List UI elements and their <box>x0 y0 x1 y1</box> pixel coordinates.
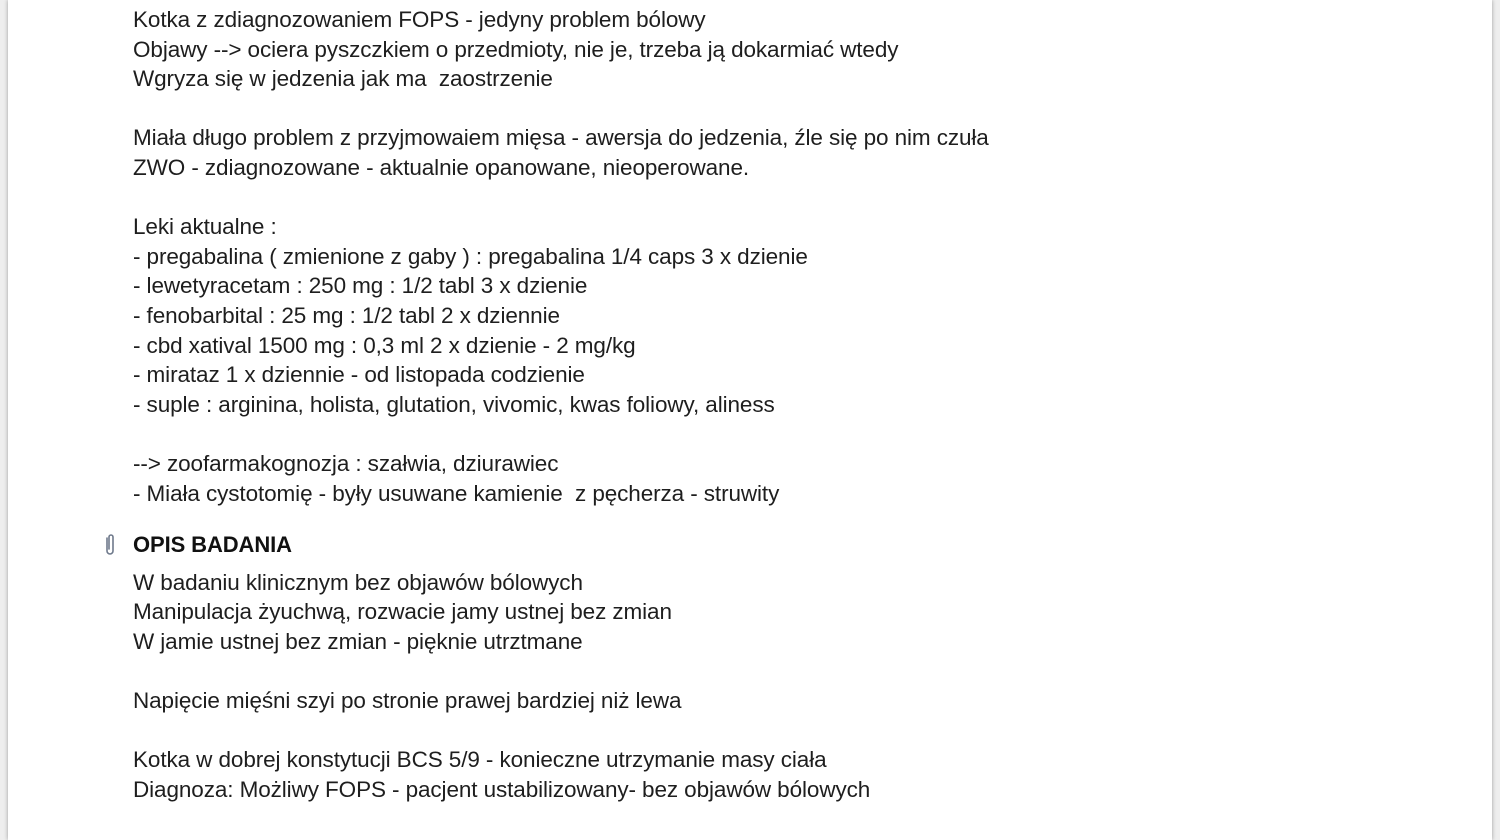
exam-section-header <box>133 530 1432 560</box>
medications-heading: Leki aktualne : <box>133 214 277 240</box>
document-page <box>8 0 1492 840</box>
text-line: - Miała cystotomię - były usuwane kamienie z pęcherza - struwity <box>133 480 780 506</box>
medication-item: - fenobarbital : 25 mg : 1/2 tabl 2 x dziennie <box>133 302 560 328</box>
exam-line: Manipulacja żyuchwą, rozwacie jamy ustnej bez zmian <box>133 599 672 625</box>
medication-item: - pregabalina ( zmienione z gaby ) : pregabalina 1/4 caps 3 x dzienie <box>133 243 808 269</box>
text-line: Miała długo problem z przyjmowaiem mięsa - awersja do jedzenia, źle się po nim czuła <box>133 125 989 151</box>
exam-line: Kotka w dobrej konstytucji BCS 5/9 - konieczne utrzymanie masy ciała <box>133 747 827 773</box>
exam-line: Napięcie mięśni szyi po stronie prawej bardziej niż lewa <box>133 688 682 714</box>
paragraph-gap <box>133 183 1432 213</box>
medication-item: - lewetyracetam : 250 mg : 1/2 tabl 3 x dzienie <box>133 273 588 299</box>
text-line: Wgryza się w jedzenia jak ma zaostrzenie <box>133 66 553 92</box>
diagnosis-line: Diagnoza: Możliwy FOPS - pacjent ustabilizowany- bez objawów bólowych <box>133 776 871 802</box>
document-content <box>133 5 1432 804</box>
text-line: Objawy --> ociera pyszczkiem o przedmioty, nie je, trzeba ją dokarmiać wtedy <box>133 36 899 62</box>
medication-item: - cbd xatival 1500 mg : 0,3 ml 2 x dzienie - 2 mg/kg <box>133 332 636 358</box>
medication-item: - mirataz 1 x dziennie - od listopada codzienie <box>133 362 585 388</box>
paragraph-gap <box>133 656 1432 686</box>
text-line: --> zoofarmakognozja : szałwia, dziurawiec <box>133 450 559 476</box>
medication-item: - suple : arginina, holista, glutation, vivomic, kwas foliowy, aliness <box>133 391 775 417</box>
exam-line: W jamie ustnej bez zmian - pięknie utrztmane <box>133 628 583 654</box>
exam-line: W badaniu klinicznym bez objawów bólowych <box>133 569 583 595</box>
paragraph-gap <box>133 716 1432 746</box>
paragraph-gap <box>133 94 1432 124</box>
paperclip-icon[interactable] <box>103 532 117 558</box>
text-line: ZWO - zdiagnozowane - aktualnie opanowane, nieoperowane. <box>133 154 750 180</box>
exam-heading: OPIS BADANIA <box>133 532 292 558</box>
text-line: Kotka z zdiagnozowaniem FOPS - jedyny problem bólowy <box>133 7 706 32</box>
paragraph-gap <box>133 419 1432 449</box>
